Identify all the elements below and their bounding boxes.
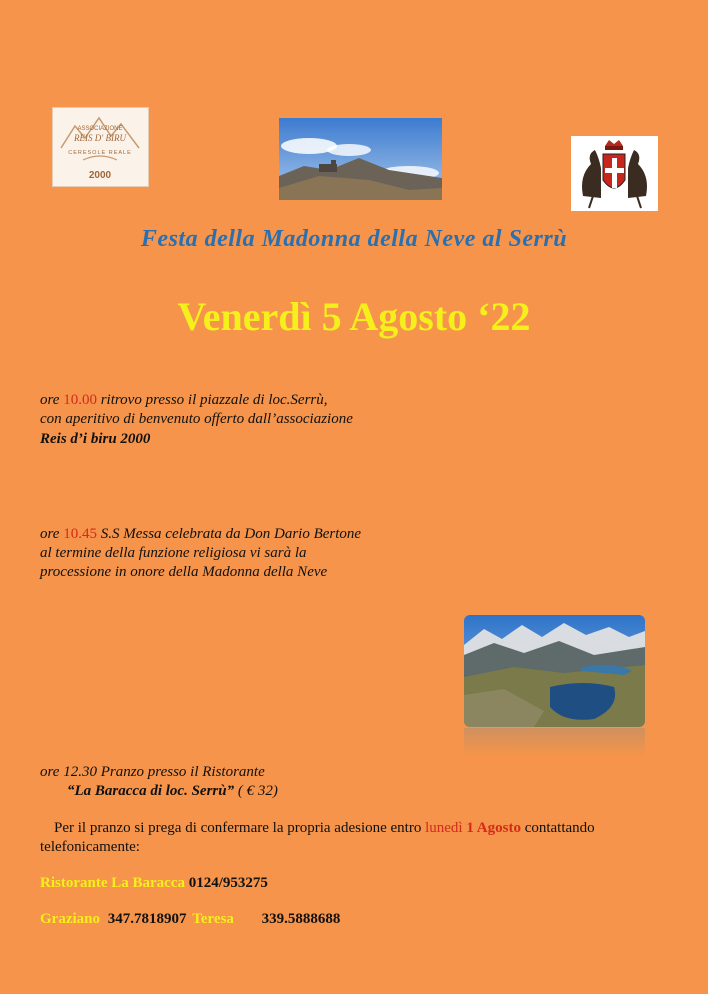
person-1-phone: 347.7818907 [107,911,187,927]
event-3-line-2 [67,782,278,801]
event-3-text-1: Pranzo presso il Ristorante [96,764,265,780]
reservation-notice [40,818,680,838]
event-1-time: 10.00 [63,392,97,408]
person-2-phone: 339.5888688 [261,911,341,927]
event-1-line-1 [40,391,328,410]
event-1-association: Reis d’i biru 2000 [40,431,151,447]
contact-persons [40,909,340,929]
event-3-line-1 [40,763,265,782]
event-date: Venerdì 5 Agosto ‘22 [177,294,531,339]
association-logo [52,107,149,187]
logo-text-2: REIS D' BIRU [74,133,126,143]
lake-photo-reflection [464,728,645,756]
event-3-time: ore 12.30 [40,764,97,780]
logo-text-4: 2000 [88,170,112,181]
event-1-line-2: con aperitivo di benvenuto offerto dall’associazione [40,411,353,427]
event-1-text-1: ritrovo presso il piazzale di loc.Serrù, [96,392,328,408]
person-1-name: Graziano [40,911,100,927]
mountain-landscape-photo [279,118,442,200]
notice-text-1: Per il pranzo si prega di confermare la propria adesione entro [54,820,426,836]
alpine-lake-photo [464,615,645,727]
notice-day: lunedì [425,820,467,836]
event-2-text-1: S.S Messa celebrata da Don Dario Bertone [96,526,362,542]
event-2-line-1 [40,525,361,544]
logo-text-1: ASSOCIAZIONE [77,126,123,132]
notice-deadline: 1 Agosto [466,820,521,836]
event-title: Festa della Madonna della Neve al Serrù [140,226,568,252]
logo-text-3: CERESOLE REALE [68,150,132,156]
event-2-line-3: processione in onore della Madonna della Neve [40,564,328,580]
event-2-time: 10.45 [63,526,97,542]
person-2-name: Teresa [192,911,234,927]
savoy-crest-icon [571,136,658,211]
event-2-time-prefix: ore [40,526,64,542]
event-1-time-prefix: ore [40,392,64,408]
contact-restaurant [40,873,268,893]
notice-line-2: telefonicamente: [40,839,140,855]
event-2-line-2: al termine della funzione religiosa vi sarà la [40,545,307,561]
lunch-price: ( € 32) [234,783,278,799]
restaurant-phone: 0124/953275 [188,875,268,891]
restaurant-name-italic: “La Baracca di loc. Serrù” [67,783,235,799]
restaurant-name: Ristorante La Baracca [40,875,185,891]
notice-text-2: contattando [520,820,595,836]
